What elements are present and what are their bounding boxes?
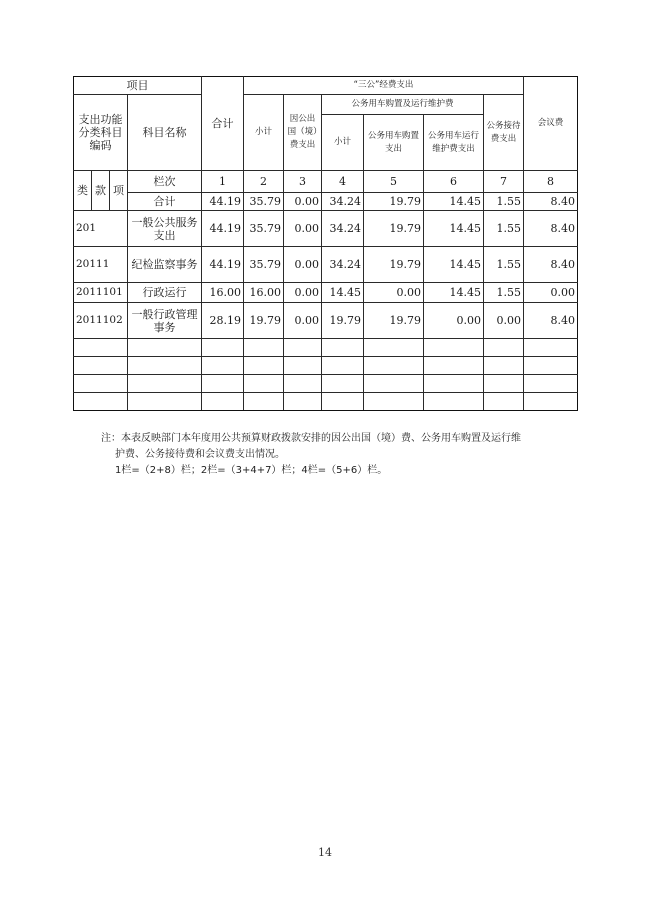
- cell-value: 16.00: [244, 283, 284, 303]
- header-meeting: 会议费: [524, 77, 578, 171]
- header-vehicle-purchase: 公务用车购置支出: [364, 115, 424, 171]
- cell-value: 44.19: [202, 193, 244, 211]
- cell-value: 35.79: [244, 211, 284, 247]
- table-row: [74, 303, 578, 339]
- table-row: [74, 211, 578, 247]
- cell-value: 19.79: [322, 303, 364, 339]
- cell-value: 34.24: [322, 211, 364, 247]
- cell-value: 0.00: [284, 247, 322, 283]
- cell-value: 8.40: [524, 211, 578, 247]
- header-vehicle-group: 公务用车购置及运行维护费: [322, 95, 484, 115]
- header-total: 合计: [202, 77, 244, 171]
- cell-value: 28.19: [202, 303, 244, 339]
- cell-value: 44.19: [202, 247, 244, 283]
- header-kuan: 款: [92, 171, 110, 211]
- table-note: [101, 431, 581, 479]
- header-project: 项目: [74, 77, 202, 95]
- cell-value: 0.00: [284, 303, 322, 339]
- header-subject-name: 科目名称: [128, 95, 202, 171]
- row-name: 合计: [128, 193, 202, 211]
- page-number: 14: [318, 846, 332, 859]
- header-reception: 公务接待费支出: [484, 95, 524, 171]
- note-line-3: 1栏=（2+8）栏；2栏=（3+4+7）栏；4栏=（5+6）栏。: [115, 465, 388, 476]
- header-func-code: 支出功能分类科目编码: [74, 95, 128, 171]
- row-name: 一般行政管理事务: [128, 303, 202, 339]
- cell-value: 14.45: [322, 283, 364, 303]
- cell-value: 14.45: [424, 193, 484, 211]
- empty-row: [74, 357, 578, 375]
- cell-value: 0.00: [524, 283, 578, 303]
- cell-value: 35.79: [244, 193, 284, 211]
- col-number: 2: [244, 171, 284, 193]
- header-outbound: 因公出国（境）费支出: [284, 95, 322, 171]
- cell-value: 0.00: [284, 193, 322, 211]
- header-vehicle-subtotal: 小计: [322, 115, 364, 171]
- note-line-1: 注：本表反映部门本年度用公共预算财政拨款安排的因公出国（境）费、公务用车购置及运行维: [101, 433, 521, 444]
- cell-value: 14.45: [424, 211, 484, 247]
- cell-value: 35.79: [244, 247, 284, 283]
- table-row: [74, 283, 578, 303]
- three-public-expense-table: [73, 76, 578, 411]
- cell-value: 34.24: [322, 247, 364, 283]
- col-number: 8: [524, 171, 578, 193]
- header-subtotal: 小计: [244, 95, 284, 171]
- header-vehicle-maint: 公务用车运行维护费支出: [424, 115, 484, 171]
- cell-value: 8.40: [524, 303, 578, 339]
- cell-value: 1.55: [484, 211, 524, 247]
- empty-row: [74, 375, 578, 393]
- header-xiang: 项: [110, 171, 128, 211]
- col-number: 5: [364, 171, 424, 193]
- cell-value: 8.40: [524, 193, 578, 211]
- cell-value: 0.00: [424, 303, 484, 339]
- cell-value: 19.79: [364, 247, 424, 283]
- header-three-public: “三公”经费支出: [244, 77, 524, 95]
- col-number: 4: [322, 171, 364, 193]
- cell-value: 34.24: [322, 193, 364, 211]
- cell-value: 19.79: [364, 211, 424, 247]
- cell-value: 19.79: [364, 303, 424, 339]
- cell-value: 8.40: [524, 247, 578, 283]
- cell-value: 0.00: [364, 283, 424, 303]
- row-name: 行政运行: [128, 283, 202, 303]
- cell-value: 0.00: [284, 211, 322, 247]
- header-col-index: 栏次: [128, 171, 202, 193]
- header-lei: 类: [74, 171, 92, 211]
- cell-value: 14.45: [424, 283, 484, 303]
- cell-value: 16.00: [202, 283, 244, 303]
- col-number: 6: [424, 171, 484, 193]
- cell-value: 44.19: [202, 211, 244, 247]
- col-number: 3: [284, 171, 322, 193]
- empty-row: [74, 339, 578, 357]
- row-name: 一般公共服务支出: [128, 211, 202, 247]
- cell-value: 14.45: [424, 247, 484, 283]
- col-number: 1: [202, 171, 244, 193]
- cell-value: 1.55: [484, 283, 524, 303]
- cell-value: 19.79: [364, 193, 424, 211]
- cell-value: 1.55: [484, 193, 524, 211]
- row-code: 201: [74, 211, 128, 247]
- row-code: 2011101: [74, 283, 128, 303]
- cell-value: 19.79: [244, 303, 284, 339]
- empty-row: [74, 393, 578, 411]
- col-number: 7: [484, 171, 524, 193]
- row-code: 2011102: [74, 303, 128, 339]
- cell-value: 0.00: [484, 303, 524, 339]
- row-name: 纪检监察事务: [128, 247, 202, 283]
- cell-value: 0.00: [284, 283, 322, 303]
- table-row: [74, 247, 578, 283]
- cell-value: 1.55: [484, 247, 524, 283]
- row-code: 20111: [74, 247, 128, 283]
- note-line-2: 护费、公务接待费和会议费支出情况。: [115, 449, 285, 460]
